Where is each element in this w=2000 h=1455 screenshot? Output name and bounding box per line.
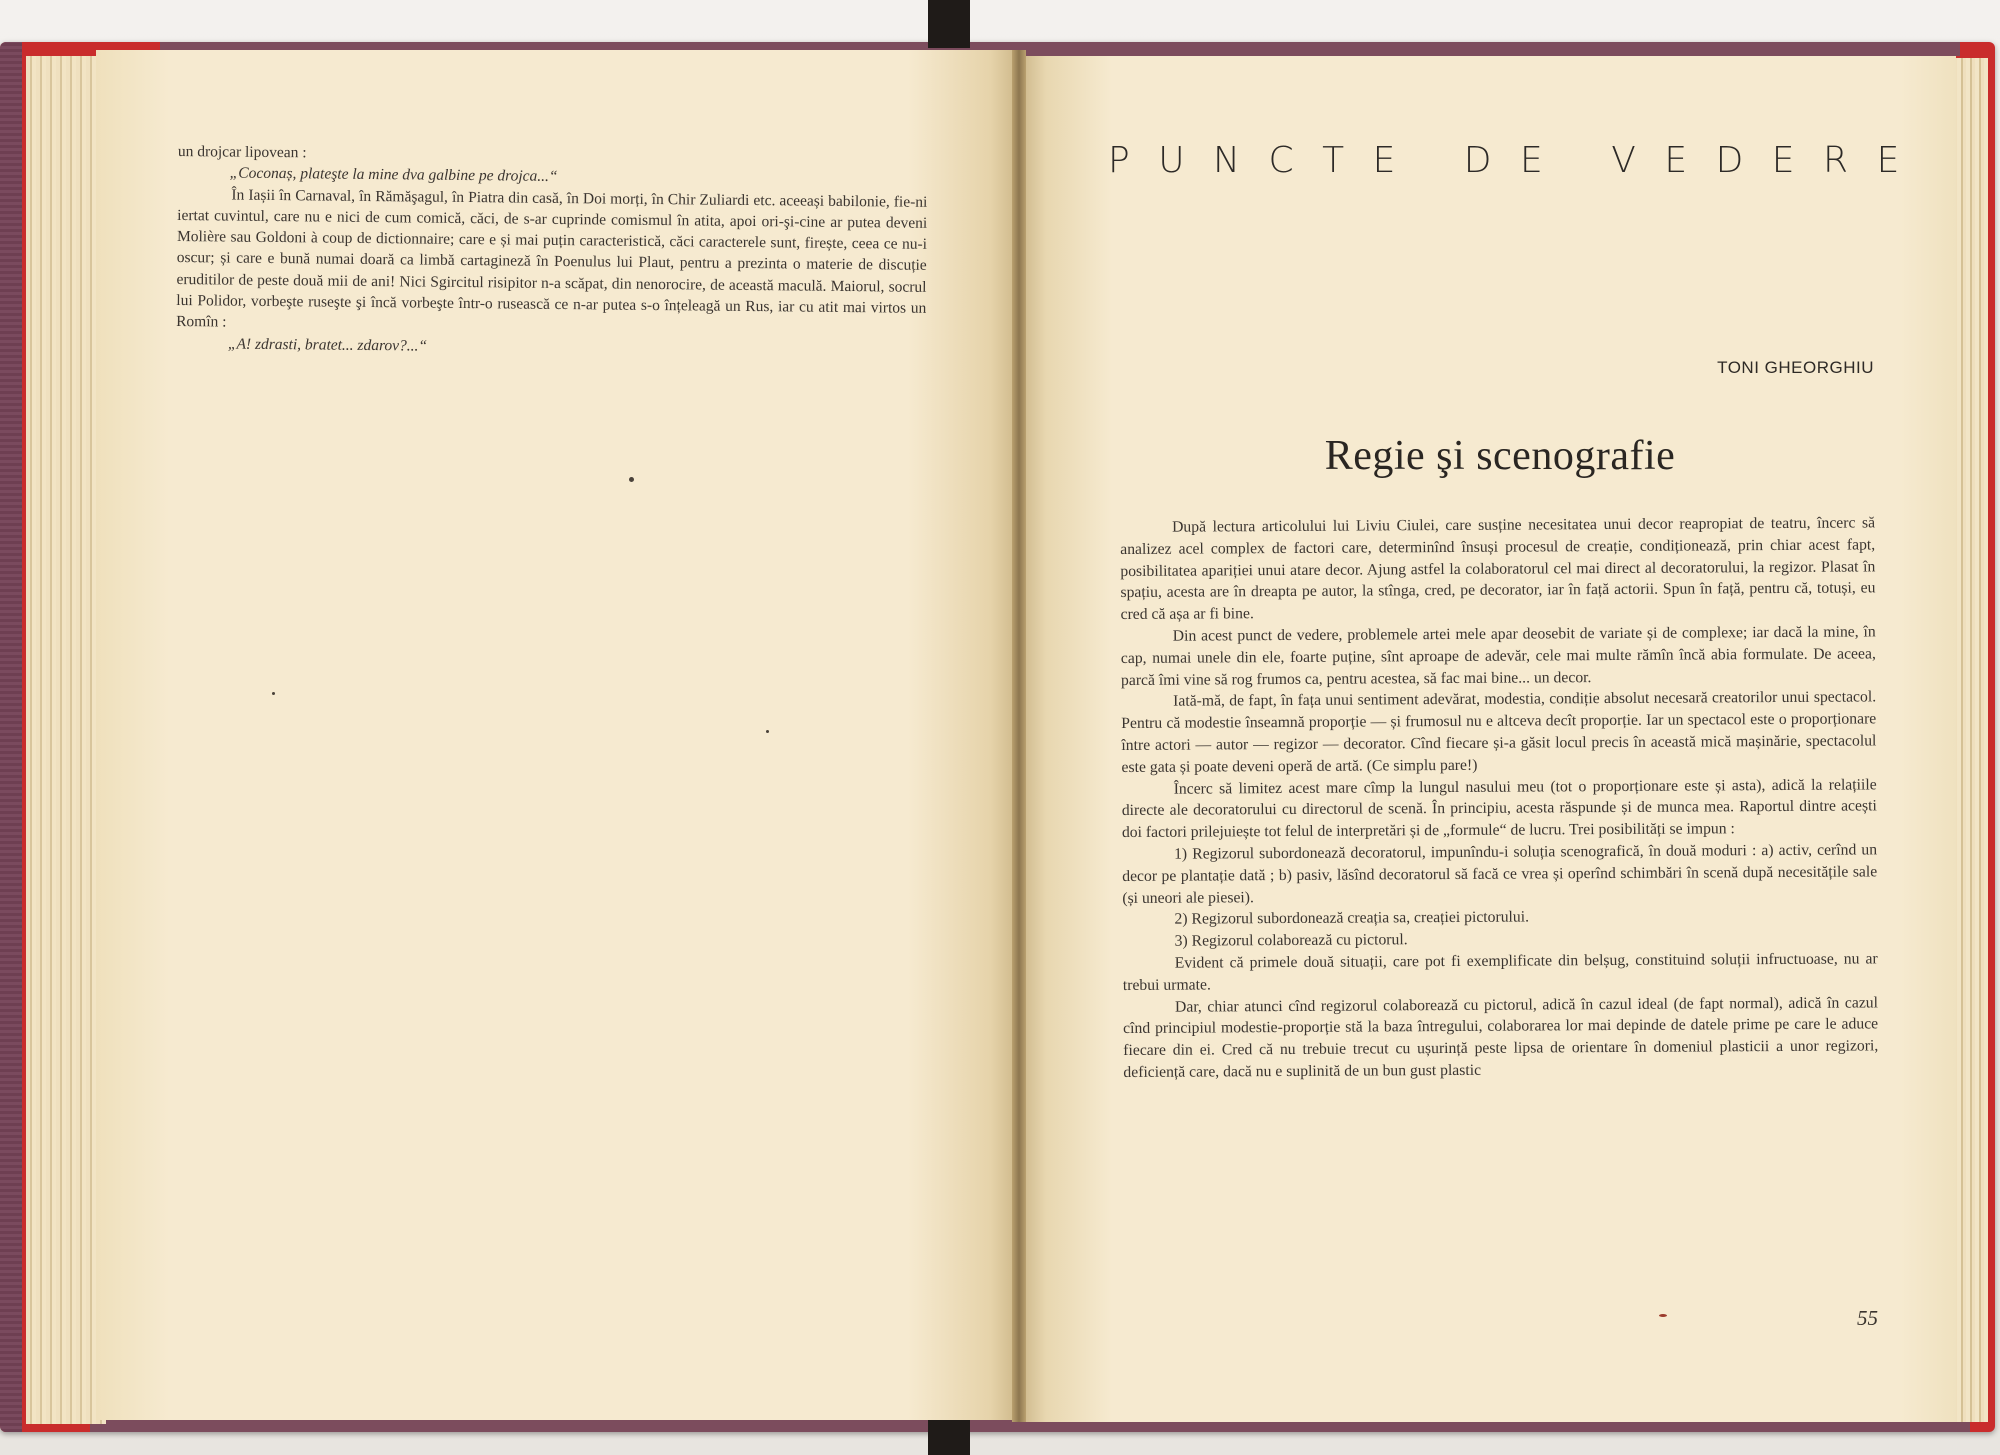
article-list-item: 1) Regizorul subordonează decoratorul, impunîndu-i soluția scenografică, în două moduri : a) activ, cerînd un decor pe plantație dată ; b) pasiv, lăsînd decoratorul să facă ce vrea și operînd schimbări în scenă după necesitățile sale (și uneori ale piesei). bbox=[1122, 841, 1878, 907]
page-number: 55 bbox=[1857, 1306, 1878, 1330]
left-paragraph: un drojcar lipovean : bbox=[177, 142, 307, 162]
clip-bottom bbox=[928, 1420, 970, 1455]
article-body bbox=[1120, 512, 1878, 1083]
article-title: Regie şi scenografie bbox=[1324, 433, 1676, 479]
left-quote: „A! zdrasti, bratet... zdarov?...“ bbox=[227, 335, 428, 355]
section-title: PUNCTE DE VEDERE bbox=[1108, 140, 1928, 181]
ink-speck bbox=[766, 730, 769, 733]
book-gutter bbox=[1012, 50, 1026, 1422]
article-list-item: 3) Regizorul colaborează cu pictorul. bbox=[1174, 931, 1408, 950]
left-paragraph: În Iașii în Carnaval, în Rămăşagul, în Piatra din casă, în Doi morți, în Chir Zuliardi etc. aceeași babilonie, fie-ni iertat cuvintul, care nu e nici de cum comică, căci, de s-ar cuprinde comismul în atita, apoi ori-şi-cine ar putea deveni Molière sau Goldoni à coup de dictionnaire; care e și mai puțin caracteristică, căci caracterele sunt, firește, ceea ce nu-i oscur; și care e bună numai doară ca limbă cartagineză în Poenulus lui Plaut, pentru a prezinta o materie de discuție eruditilor de peste două mii de ani! Nici Sgircitul risipitor n-a scăpat, din nenorocire, de această maculă. Maiorul, socrul lui Polidor, vorbeşte ruseşte şi încă vorbeşte într-o rusească ce n-ar putea s-o înțeleagă un Rus, iar cu atit mai virtos un Romîn : bbox=[176, 186, 928, 331]
ink-speck bbox=[272, 692, 275, 695]
article-author: TONI GHEORGHIU bbox=[1717, 358, 1874, 377]
article-paragraph: Iată-mă, de fapt, în fața unui sentiment adevărat, modestia, condiție absolut necesară creatorilor unui spectacol. Pentru că modestie înseamnă proporție — și frumosul nu e altceva decît proporție. Iar un spectacol este o proporționare între actori — autor — regizor — decorator. Cînd fiecare și-a găsit locul precis în această mică mașinărie, spectacolul este gata și poate deveni operă de artă. (Ce simplu pare!) bbox=[1121, 688, 1877, 776]
article-paragraph: Din acest punct de vedere, problemele artei mele apar deosebit de variate și de complexe; iar dacă la mine, în cap, numai unele din ele, foarte puține, sînt aproape de adevăr, cele mai multe rămîn încă abia formulate. De aceea, parcă îmi vine să rog frumos ca, pentru acestea, să fac mai bine... un decor. bbox=[1120, 623, 1876, 689]
cover-spine-edge bbox=[0, 42, 22, 1432]
clip-top bbox=[928, 0, 970, 48]
ink-speck bbox=[1659, 1314, 1667, 1317]
article-paragraph: După lectura articolului lui Liviu Ciulei, care susține necesitatea unui decor reapropiat de teatru, încerc să analizez acel complex de factori care, determinînd însuși procesul de creație, condiționează, prin chiar acest fapt, posibilitatea apariției unui atare decor. Ajung astfel la colaboratorul cel mai direct al decoratorului, la regizor. Plasat în spațiu, acesta are în dreapta pe autor, la stînga, cred, pe decorator, iar în față actorii. Spun în față, pentru că, totuși, eu cred că așa ar fi bine. bbox=[1120, 514, 1876, 624]
left-page-text bbox=[176, 141, 928, 362]
article-list-item: 2) Regizorul subordonează creația sa, creației pictorului. bbox=[1174, 908, 1530, 929]
article-paragraph: Dar, chiar atunci cînd regizorul colaborează cu pictorul, adică în cazul ideal (de fapt normal), adică în cazul cînd principiul modestie-proporție stă la baza întregului, colaborarea lor mai depinde de datele prime pe care le aduce fiecare din ei. Cred că nu trebuie trecut cu ușurință peste lipsa de orientare în domeniul plasticii a unor regizori, deficiență care, dacă nu e suplinită de un bun gust plastic bbox=[1123, 993, 1879, 1081]
article-paragraph: Evident că primele două situații, care pot fi exemplificate din belșug, constituind soluții infructuoase, nu ar trebui urmate. bbox=[1122, 950, 1878, 994]
article-paragraph: Încerc să limitez acest mare cîmp la lungul nasului meu (tot o proporționare este și asta), adică la relațiile directe ale decoratorului cu directorul de scenă. În principiu, acesta răspunde și de munca mea. Raportul dintre acești doi factori prilejuiește tot felul de interpretări și de „formule“ de lucru. Trei posibilități se impun : bbox=[1121, 775, 1877, 842]
page-stack-left bbox=[26, 56, 106, 1424]
left-quote: „Coconaș, plateşte la mine dva galbine pe drojca...“ bbox=[229, 164, 558, 186]
ink-speck bbox=[629, 477, 634, 482]
